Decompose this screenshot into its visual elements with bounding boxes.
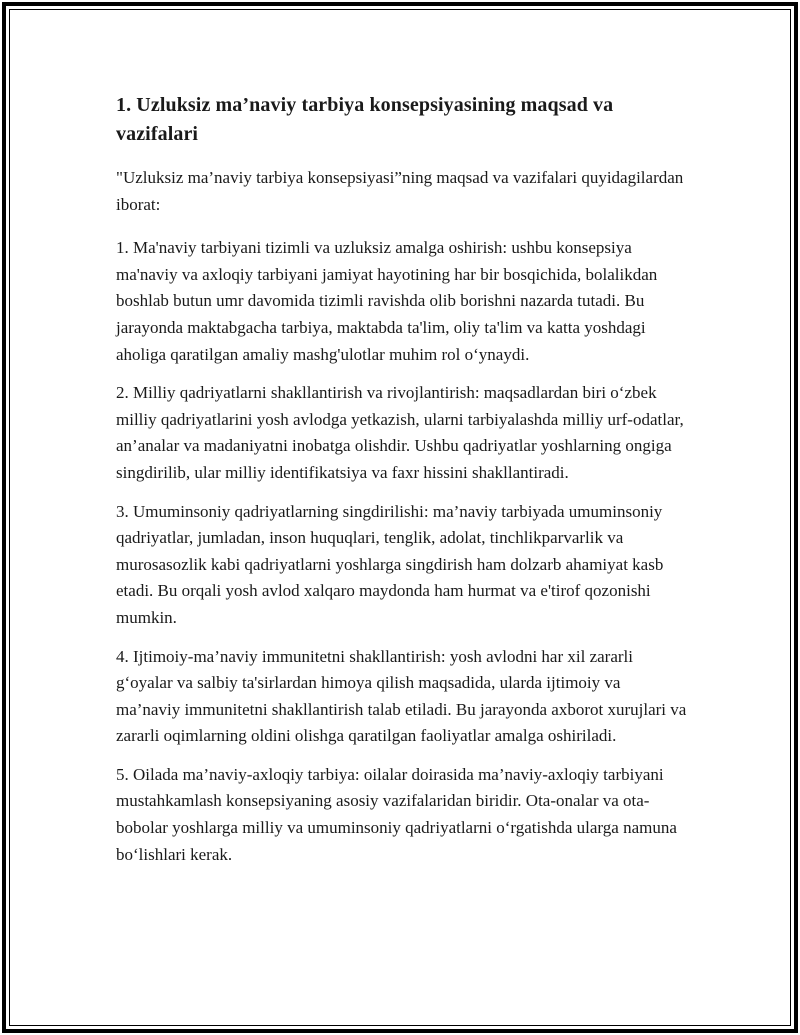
- body-paragraph-3: 3. Umuminsoniy qadriyatlarning singdirilishi: ma’naviy tarbiyada umuminsoniy qadriyatlar, jumladan, inson huquqlari, tenglik, adolat, tinchlikparvarlik va murosasozlik kabi qadriyatlarni yoshlarga singdirish ham dolzarb ahamiyat kasb etadi. Bu orqali yosh avlod xalqaro maydonda ham hurmat va e'tirof qozonishi mumkin.: [116, 501, 664, 627]
- document-title: 1. Uzluksiz ma’naviy tarbiya konsepsiyasining maqsad va vazifalari: [116, 94, 614, 145]
- body-paragraph-1: 1. Ma'naviy tarbiyani tizimli va uzluksiz amalga oshirish: ushbu konsepsiya ma'naviy va axloqiy tarbiyani jamiyat hayotining har bir bosqichida, bolalikdan boshlab butun umr davomida tizimli ravishda olib borishni nazarda tutadi. Bu jarayonda maktabgacha tarbiya, maktabda ta'lim, oliy ta'lim va katta yoshdagi aholiga qaratilgan amaliy mashg'ulotlar muhim rol oʻynaydi.: [116, 238, 658, 364]
- document-content: [116, 91, 688, 880]
- body-paragraph-5: 5. Oilada ma’naviy-axloqiy tarbiya: oilalar doirasida ma’naviy-axloqiy tarbiyani mustahkamlash konsepsiyaning asosiy vazifalaridan biridir. Ota-onalar va ota-bobolar yoshlarga milliy va umuminsoniy qadriyatlarni oʻrgatishda ularga namuna boʻlishlari kerak.: [116, 764, 677, 864]
- body-paragraph-4: 4. Ijtimoiy-ma’naviy immunitetni shakllantirish: yosh avlodni har xil zararli gʻoyalar va salbiy ta'sirlardan himoya qilish maqsadida, ularda ijtimoiy va ma’naviy immunitetni shakllantirish talab etiladi. Bu jarayonda axborot xurujlari va zararli oqimlarning oldini olishga qaratilgan faoliyatlar amalga oshiriladi.: [116, 646, 687, 746]
- body-paragraph-2: 2. Milliy qadriyatlarni shakllantirish va rivojlantirish: maqsadlardan biri oʻzbek milliy qadriyatlarini yosh avlodga yetkazish, ularni tarbiyalashda milliy urf-odatlar, an’analar va madaniyatni inobatga olishdir. Ushbu qadriyatlar yoshlarning ongiga singdirilib, ular milliy identifikatsiya va faxr hissini shakllantiradi.: [116, 383, 684, 482]
- intro-paragraph: "Uzluksiz ma’naviy tarbiya konsepsiyasi”ning maqsad va vazifalari quyidagilardan iborat:: [116, 168, 684, 214]
